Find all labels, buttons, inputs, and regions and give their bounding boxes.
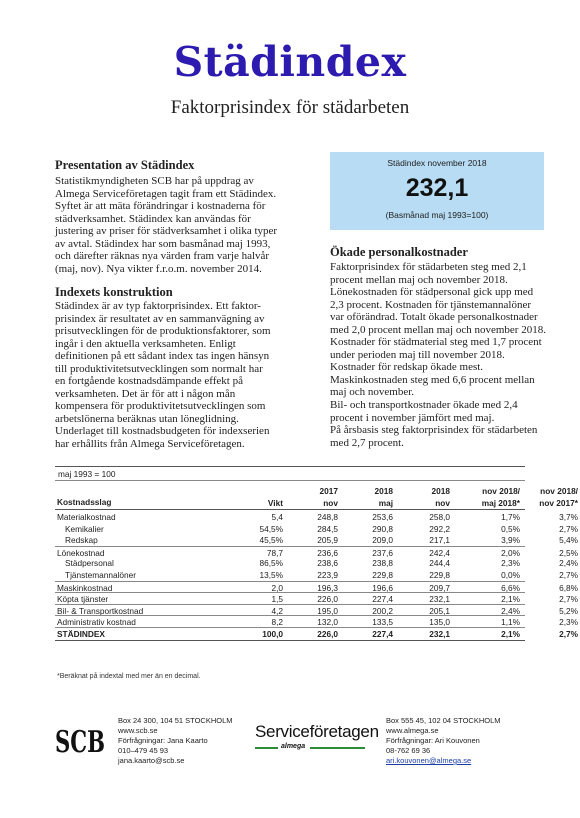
cell-chg2: 2,7% [559,570,578,580]
text-line: (maj, nov). Nya vikter f.r.o.m. november 2014. [55,262,262,275]
text-line: ingår i den aktuella verksamheten. Enligt [55,337,236,350]
cell-chg2: 5,4% [559,535,578,546]
table-rule-bottom [55,640,525,641]
text-line: maj och november. [330,386,415,399]
cell-chg1: 2,1% [501,594,520,605]
table-header-rule [55,509,525,510]
text-line: definitionen på ett sådant index tas ingen hänsyn [55,350,270,363]
okade-text [330,261,548,449]
header-change-year: nov 2018/ nov 2017* [539,486,578,508]
scb-logo-mark [55,712,107,762]
row-label: Redskap [65,535,98,546]
contact-line[interactable]: www.scb.se [118,726,158,735]
row-label: Bil- & Transportkostnad [57,605,144,616]
text-line: procent i november jämfört med maj. [330,411,495,424]
cell-v2018m: 209,0 [372,535,393,546]
cell-v2018m: 227,4 [372,629,393,639]
cell-v2018m: 238,8 [372,558,393,569]
cell-v2017: 226,0 [317,594,338,605]
text-line: med 2,7 procent. [330,436,404,449]
cell-v2018n: 232,1 [429,629,450,639]
cell-v2017: 236,6 [317,547,338,558]
cell-v2018n: 135,0 [429,617,450,628]
almega-contact [386,716,501,766]
table-row [55,627,578,640]
page-title: Städindex [173,38,407,86]
text-line: Statistikmyndigheten SCB har på uppdrag av [55,175,254,187]
contact-line: 08-762 69 36 [386,746,431,755]
cell-v2017: 223,9 [317,570,338,580]
contact-line[interactable]: www.almega.se [386,726,439,735]
cell-chg2: 2,5% [559,547,578,558]
table-row [55,557,578,569]
cell-v2017: 195,0 [317,605,338,616]
cell-chg2: 2,7% [559,594,578,605]
cell-vikt: 4,2 [271,605,283,616]
cell-v2018n: 217,1 [429,535,450,546]
cell-v2018m: 237,6 [372,547,393,558]
serviceforetagen-logo [255,722,379,753]
text-line: Lönekostnaden för städpersonal gick upp med [330,286,534,299]
text-line: en fortgående kostnadsdämpande effekt på [55,375,243,388]
text-line: var oförändrad. Totalt ökade personalkostnader [330,311,538,324]
text-line: 2,3 procent. Kostnaden för tjänstemannalöner [330,298,531,311]
cell-vikt: 2,0 [271,582,283,593]
cell-v2018n: 232,1 [429,594,450,605]
highlight-value: 232,1 [405,174,469,202]
page-subtitle: Faktorprisindex för städarbeten [170,97,410,118]
email-link[interactable]: ari.kouvonen@almega.se [386,756,472,765]
row-label: Lönekostnad [57,547,105,558]
text-line: har erhållits från Almega Serviceföretagen. [55,438,245,451]
text-line: under perioden maj till november 2018. [330,348,505,361]
text-line: arbetslönerna beräknas utan löneglidning. [55,412,239,425]
cell-v2018m: 133,5 [372,617,393,628]
cell-vikt: 13,5% [259,570,283,580]
text-line: justering av priser för städverksamhet i olika typer [55,225,278,238]
cell-v2017: 205,9 [317,535,338,546]
contact-line: Förfrågningar: Ari Kouvonen [386,736,480,745]
text-line: Faktorprisindex för städarbeten steg med 2,1 [330,261,527,273]
cell-chg2: 2,3% [559,617,578,628]
contact-line: Box 24 300, 104 51 STOCKHOLM [118,716,233,725]
cell-vikt: 86,5% [259,558,283,569]
table-row [55,534,578,546]
cell-v2018n: 229,8 [429,570,450,580]
text-line: städverksamhet. Städindex kan användas för [55,212,251,225]
cell-v2018m: 290,8 [372,523,393,534]
header-vikt: Vikt [267,498,283,508]
cell-v2018n: 205,1 [429,605,450,616]
sf-logo-text: Serviceföretagen [255,722,379,741]
table-rule [55,480,525,481]
cell-chg1: 1,7% [501,512,520,522]
cell-v2018n: 209,7 [429,582,450,593]
konstruktion-text [55,300,295,451]
cell-v2018m: 253,6 [372,512,393,522]
konstruktion-heading: Indexets konstruktion [55,285,173,299]
highlight-label: Städindex november 2018 [387,158,487,168]
cell-v2018n: 244,4 [429,558,450,569]
text-line: till produktivitetsutvecklingen som normalt har [55,362,263,375]
cell-chg2: 5,2% [559,605,578,616]
okade-heading: Ökade personalkostnader [330,245,468,259]
cell-chg1: 2,4% [501,605,520,616]
cell-vikt: 45,5% [259,535,283,546]
table-rule-top [55,466,525,467]
sf-logo-rule-left [255,747,278,749]
cell-v2018n: 258,0 [429,512,450,522]
table-footnote: *Beräknat på indextal med mer än en decimal. [57,673,201,680]
presentation-heading: Presentation av Städindex [55,158,195,172]
header-2018-maj: 2018 maj [374,486,393,508]
text-line: med 2,0 procent mellan maj och november 2018. [330,323,546,336]
text-line: Almega Serviceföretagen tagit fram ett Städindex. [55,187,277,200]
header-2018-nov: 2018 nov [431,486,450,508]
contact-line[interactable]: jana.kaarto@scb.se [118,756,185,765]
text-line: kompensera för produktivitetsutvecklingen som [55,400,266,413]
row-label: Maskinkostnad [57,582,113,593]
text-line: Underlaget till kostnadsbudgeten för indexserien [55,425,270,438]
text-line: På årsbasis steg faktorprisindex för städarbeten [330,424,538,437]
header-2017: 2017 nov [319,486,338,508]
cell-v2017: 226,0 [317,629,338,639]
sf-logo-sub: almega [281,743,306,750]
scb-logo-text: SCB [55,725,105,760]
row-label: Materialkostnad [57,512,116,522]
cell-chg2: 2,4% [559,558,578,569]
cell-v2018m: 196,6 [372,582,393,593]
row-label: Administrativ kostnad [57,617,136,628]
contact-line: 010–479 45 93 [118,746,169,755]
header-kostnadsslag: Kostnadsslag [57,497,112,507]
row-label: Kemikalier [65,523,104,534]
highlight-note: (Basmånad maj 1993=100) [385,210,489,220]
cell-chg1: 0,5% [501,523,520,534]
text-line: Bil- och transportkostnader ökade med 2,4 [330,399,518,412]
cell-v2018m: 227,4 [372,594,393,605]
contact-line: Box 555 45, 102 04 STOCKHOLM [386,716,501,725]
cell-chg2: 2,7% [559,523,578,534]
cell-v2017: 196,3 [317,582,338,593]
text-line: Syftet är att mäta förändringar i kostnaderna för [55,200,266,213]
header-change-period: nov 2018/ maj 2018* [481,486,520,508]
text-line: prisutvecklingen för de produktionsfaktorer, som [55,325,271,338]
cell-chg1: 1,1% [501,617,520,628]
cell-chg1: 3,9% [501,535,520,546]
presentation-text [55,175,295,275]
cell-vikt: 100,0 [262,629,283,639]
cell-v2017: 238,6 [317,558,338,569]
scb-contact [118,716,233,766]
cell-chg1: 2,3% [501,558,520,569]
text-line: Maskinkostnaden steg med 6,6 procent mellan [330,373,535,386]
cell-chg2: 3,7% [559,512,578,522]
cell-v2018m: 200,2 [372,605,393,616]
table-row [55,569,578,581]
text-line: prisindex är resultatet av en sammanvägning av [55,312,265,325]
row-label: Städpersonal [65,558,114,569]
text-line: och därefter räknas nya värden fram varje halvår [55,250,270,263]
cell-chg1: 2,1% [501,629,520,639]
row-label: Tjänstemannalöner [65,570,137,580]
cell-chg1: 0,0% [501,570,520,580]
text-line: av avtal. Städindex har som basmånad maj 1993, [55,237,271,250]
scb-logo [55,712,107,767]
table-row [55,511,578,523]
text-line: Städindex är av typ faktorprisindex. Ett faktor- [55,300,261,312]
cell-chg2: 2,7% [559,629,578,639]
index-highlight-box [330,152,544,230]
cell-vikt: 8,2 [271,617,283,628]
table-row [55,523,578,535]
cell-vikt: 54,5% [259,523,283,534]
text-line: Kostnader för redskap ökade mest. [330,361,484,374]
cell-vikt: 5,4 [271,512,283,522]
row-label: Köpta tjänster [57,594,109,605]
sf-logo-rule-right [310,747,365,749]
cell-chg1: 2,0% [501,547,520,558]
row-label: STÄDINDEX [57,629,105,639]
cell-chg2: 6,8% [559,582,578,593]
cell-chg1: 6,6% [501,582,520,593]
cell-v2017: 132,0 [317,617,338,628]
contact-line: Förfrågningar: Jana Kaarto [118,736,208,745]
text-line: procent mellan maj och november 2018. [330,273,508,286]
text-line: verksamheten. Det är för att i någon mån [55,387,236,400]
cell-vikt: 78,7 [266,547,283,558]
cell-v2017: 284,5 [317,523,338,534]
cell-vikt: 1,5 [271,594,283,605]
cell-v2018m: 229,8 [372,570,393,580]
cell-v2018n: 292,2 [429,523,450,534]
cell-v2018n: 242,4 [429,547,450,558]
table-base-label: maj 1993 = 100 [58,469,116,479]
cell-v2017: 248,8 [317,512,338,522]
text-line: Kostnader för städmaterial steg med 1,7 procent [330,336,542,349]
